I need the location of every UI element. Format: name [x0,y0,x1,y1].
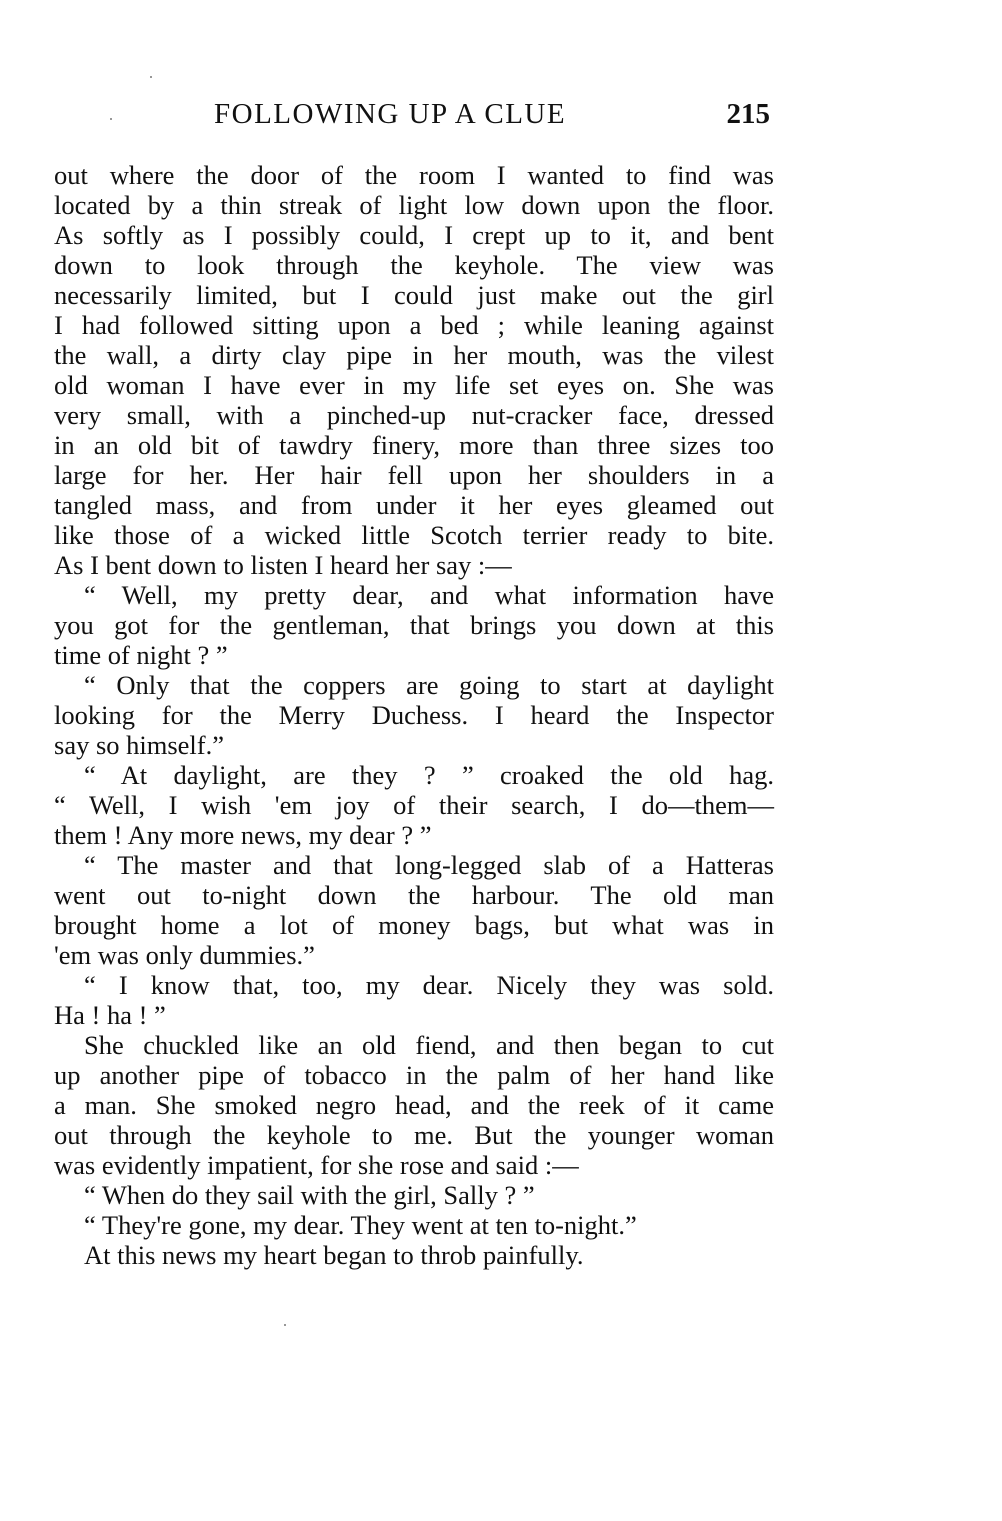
text-line: you got for the gentleman, that brings you down at this [54,610,774,640]
text-line: As softly as I possibly could, I crept up to it, and bent [54,220,774,250]
text-line: At this news my heart began to throb painfully. [84,1240,584,1270]
paper-speck [284,1324,286,1326]
text-line: say so himself.” [54,730,225,760]
running-head [54,98,774,138]
text-line: located by a thin streak of light low down upon the floor. [54,190,774,220]
text-line: She chuckled like an old fiend, and then began to cut [84,1030,774,1060]
text-line: a man. She smoked negro head, and the reek of it came [54,1090,774,1120]
text-line: Ha ! ha ! ” [54,1000,166,1030]
text-line: like those of a wicked little Scotch terrier ready to bite. [54,520,774,550]
page-number: 215 [726,98,770,130]
text-line: “ When do they sail with the girl, Sally ? ” [84,1180,535,1210]
running-title: FOLLOWING UP A CLUE [214,98,567,130]
text-line: very small, with a pinched-up nut-cracker face, dressed [54,400,774,430]
text-line: time of night ? ” [54,640,228,670]
text-line: “ They're gone, my dear. They went at ten to-night.” [84,1210,637,1240]
paper-speck [150,76,152,78]
text-line: “ I know that, too, my dear. Nicely they was sold. [84,970,774,1000]
text-line: out where the door of the room I wanted to find was [54,160,774,190]
text-line: necessarily limited, but I could just make out the girl [54,280,774,310]
text-line: old woman I have ever in my life set eyes on. She was [54,370,774,400]
paper-speck [110,118,112,120]
text-line: looking for the Merry Duchess. I heard the Inspector [54,700,774,730]
text-line: “ Only that the coppers are going to start at daylight [84,670,774,700]
text-line: 'em was only dummies.” [54,940,315,970]
text-line: went out to-night down the harbour. The old man [54,880,774,910]
text-line: up another pipe of tobacco in the palm of her hand like [54,1060,774,1090]
text-line: “ Well, my pretty dear, and what information have [84,580,774,610]
text-line: As I bent down to listen I heard her say :— [54,550,512,580]
text-line: brought home a lot of money bags, but what was in [54,910,774,940]
text-line: “ At daylight, are they ? ” croaked the old hag. [84,760,774,790]
text-line: “ Well, I wish 'em joy of their search, I do—them— [54,790,774,820]
text-line: out through the keyhole to me. But the younger woman [54,1120,774,1150]
text-line: them ! Any more news, my dear ? ” [54,820,432,850]
text-line: in an old bit of tawdry finery, more than three sizes too [54,430,774,460]
body-text [54,160,774,1270]
text-line: was evidently impatient, for she rose and said :— [54,1150,579,1180]
text-line: down to look through the keyhole. The view was [54,250,774,280]
text-line: tangled mass, and from under it her eyes gleamed out [54,490,774,520]
text-line: I had followed sitting upon a bed ; while leaning against [54,310,774,340]
text-line: large for her. Her hair fell upon her shoulders in a [54,460,774,490]
text-line: the wall, a dirty clay pipe in her mouth, was the vilest [54,340,774,370]
text-line: “ The master and that long-legged slab of a Hatteras [84,850,774,880]
